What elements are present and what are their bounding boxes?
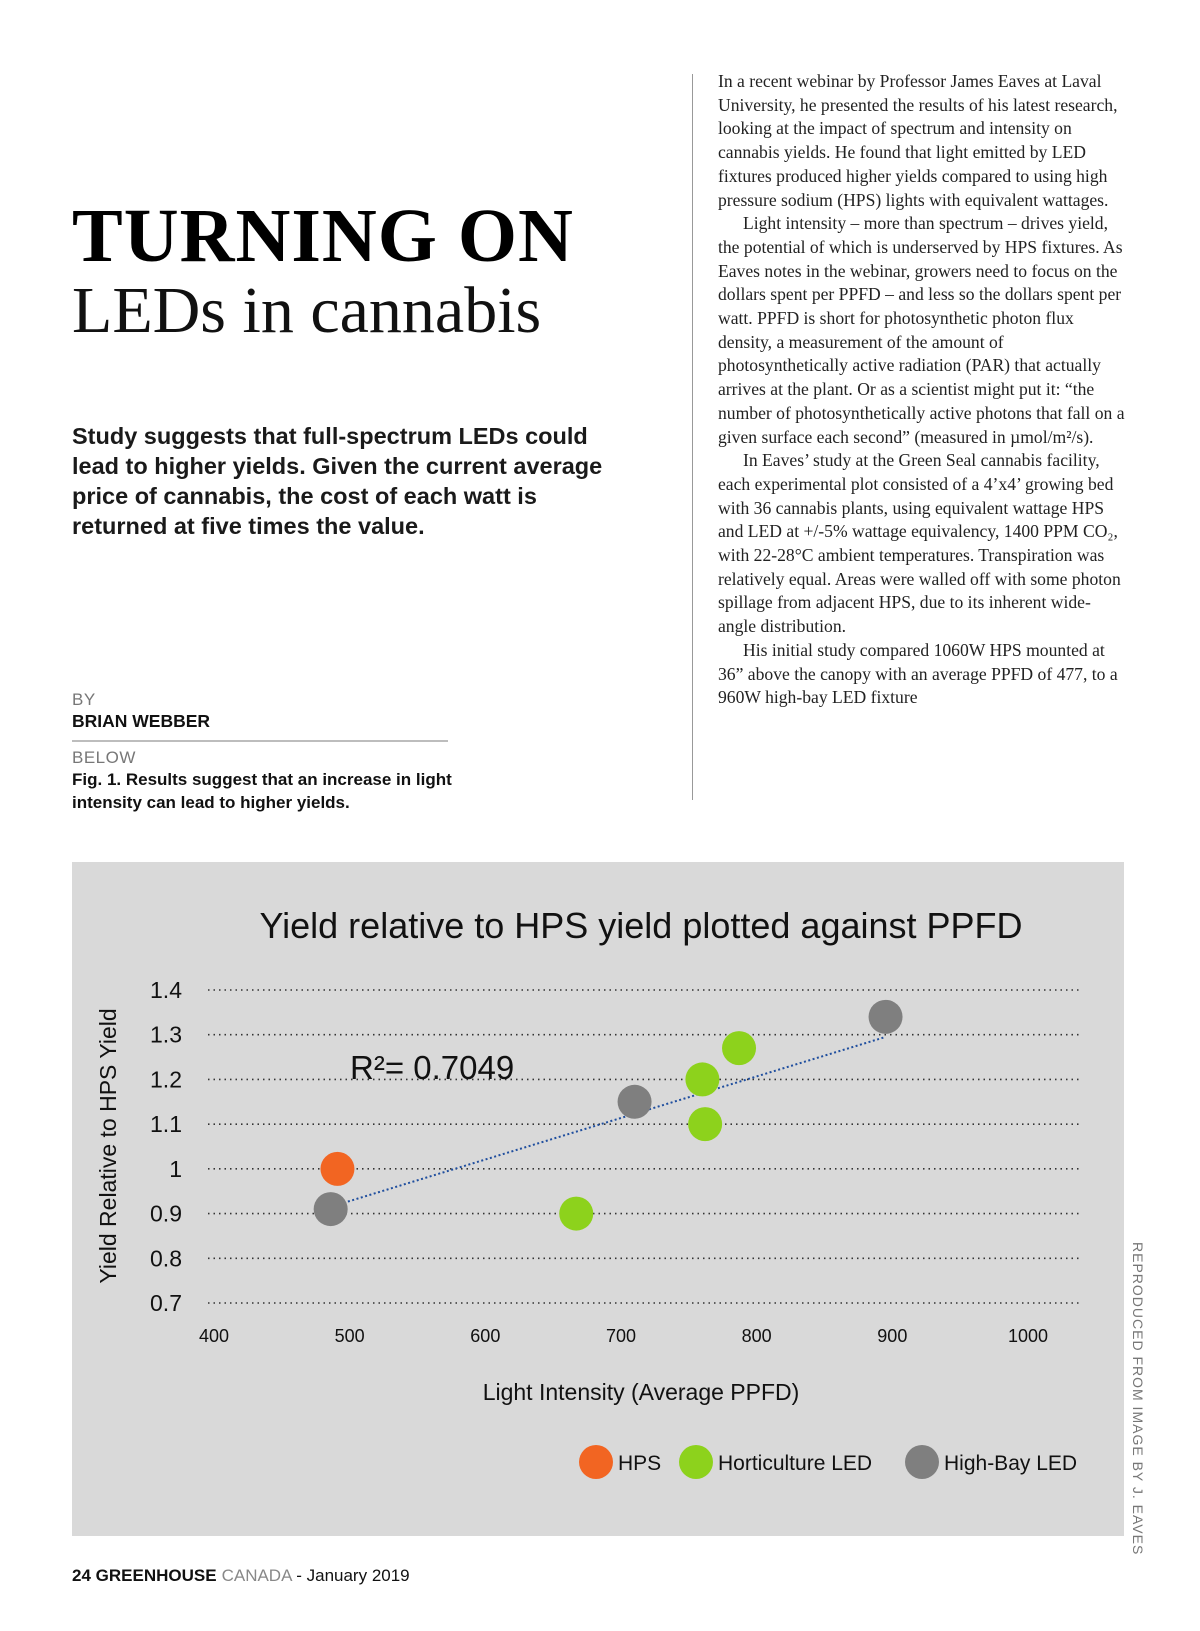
headline: [72, 196, 632, 346]
data-point: [559, 1197, 593, 1231]
issue-date: - January 2019: [296, 1566, 410, 1585]
page-number: 24: [72, 1566, 91, 1585]
data-point: [688, 1107, 722, 1141]
r-squared-annotation: R²= 0.7049: [350, 1049, 515, 1086]
magazine-name: GREENHOUSE: [95, 1566, 217, 1585]
y-axis-label: Yield Relative to HPS Yield: [95, 1008, 121, 1284]
data-point: [320, 1152, 354, 1186]
image-credit-text: REPRODUCED FROM IMAGE BY J. EAVES: [1130, 1242, 1146, 1556]
scatter-chart: [72, 862, 1124, 1536]
headline-sub: LEDs in cannabis: [72, 274, 542, 347]
data-point: [314, 1192, 348, 1226]
y-tick-label: 0.7: [150, 1290, 182, 1316]
headline-main: TURNING ON: [72, 194, 574, 278]
x-tick-label: 600: [470, 1326, 501, 1346]
legend-marker: [905, 1445, 939, 1479]
y-tick-label: 1.2: [150, 1066, 182, 1093]
caption-label: BELOW: [72, 748, 136, 767]
legend-label: Horticulture LED: [718, 1452, 873, 1475]
article-body: [718, 70, 1126, 710]
y-tick-label: 1.1: [150, 1111, 182, 1138]
y-tick-label: 0.8: [150, 1245, 182, 1272]
y-tick-label: 1.4: [150, 977, 182, 1003]
byline-divider: [72, 740, 448, 742]
author-name: BRIAN WEBBER: [72, 711, 211, 731]
x-tick-label: 1000: [1007, 1326, 1049, 1346]
y-tick-label: 0.9: [150, 1200, 182, 1227]
y-tick-label: 1.3: [150, 1021, 182, 1048]
data-point: [618, 1085, 652, 1119]
body-paragraph: In a recent webinar by Professor James Eaves at Laval University, he presented the results of his latest research, looking at the impact of spectrum and intensity on cannabis yields. He found that light emitted by LED fixtures produced higher yields compared to using high pressure sodium (HPS) lights with equivalent wattages.: [718, 71, 1118, 210]
byline: [72, 690, 452, 732]
legend-label: HPS: [618, 1452, 662, 1475]
column-divider: [692, 74, 693, 800]
x-axis-label: Light Intensity (Average PPFD): [482, 1379, 800, 1405]
body-paragraph: His initial study compared 1060W HPS mounted at 36” above the canopy with an average PPFD of 477, to a 960W high-bay LED fixture: [718, 639, 1118, 708]
legend-label: High-Bay LED: [944, 1452, 1078, 1475]
figure-caption: [72, 748, 452, 814]
x-tick-label: 400: [198, 1326, 230, 1346]
x-tick-label: 900: [877, 1326, 908, 1346]
article-dek: Study suggests that full-spectrum LEDs could lead to higher yields. Given the current average price of cannabis, the cost of each watt is returned at five times the value.: [72, 423, 603, 539]
legend-marker: [579, 1445, 613, 1479]
body-paragraph: Light intensity – more than spectrum – drives yield, the potential of which is underserved by HPS fixtures. As Eaves notes in the webinar, growers need to focus on the dollars spent per PPFD – and less so the dollars spent per watt. PPFD is short for photosynthetic photon flux density, a measurement of the amount of photosynthetically active radiation (PAR) that actually arrives at the plant. Or as a scientist might put it: “the number of photosynthetically active photons that fall on a given surface each second” (measured in µmol/m²/s).: [718, 213, 1125, 447]
x-tick-label: 800: [741, 1326, 772, 1346]
body-paragraph: In Eaves’ study at the Green Seal cannabis facility, each experimental plot consisted of a 4’x4’ growing bed with 36 cannabis plants, using equivalent wattage HPS and LED at +/-5% wattage equivalency, 1400 PPM CO₂, with 22-28°C ambient temperatures. Transpiration was relatively equal. Areas were walled off with some photon spillage from adjacent HPS, due to its inherent wide-angle distribution.: [718, 450, 1121, 637]
x-tick-label: 500: [334, 1326, 365, 1346]
data-point: [869, 1000, 903, 1034]
page-footer: [72, 1566, 410, 1586]
chart-title: Yield relative to HPS yield plotted against PPFD: [259, 905, 1023, 946]
y-tick-label: 1: [169, 1155, 182, 1182]
data-point: [722, 1031, 756, 1065]
data-point: [685, 1062, 719, 1096]
byline-label: BY: [72, 690, 96, 709]
magazine-name-light: CANADA: [221, 1566, 292, 1585]
legend-marker: [679, 1445, 713, 1479]
image-credit: [1124, 1242, 1154, 1556]
caption-text: Fig. 1. Results suggest that an increase in light intensity can lead to higher yields.: [72, 770, 452, 812]
chart-panel: [72, 862, 1124, 1536]
x-tick-label: 700: [605, 1326, 637, 1346]
